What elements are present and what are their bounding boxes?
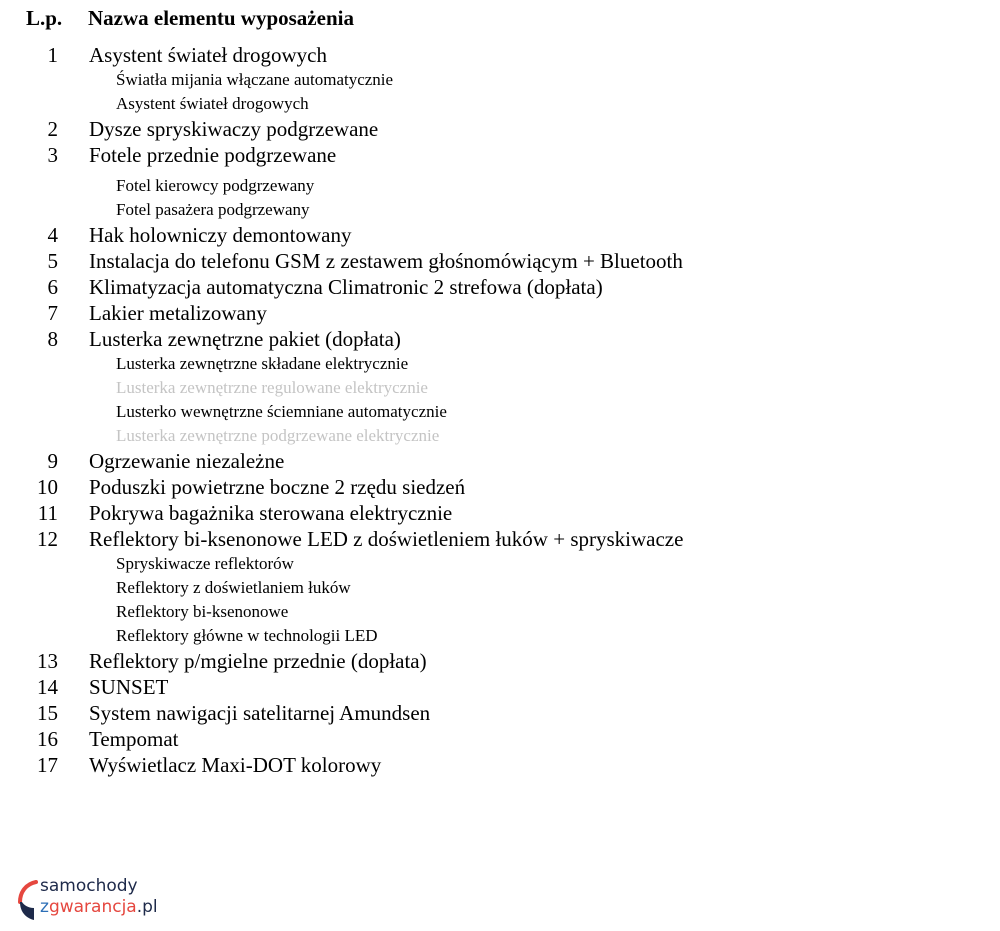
sub-item <box>0 92 1000 116</box>
item-number: 13 <box>37 649 58 673</box>
item-number: 7 <box>47 301 58 325</box>
list-item <box>0 648 1000 674</box>
list-item <box>0 526 1000 552</box>
item-name: Hak holowniczy demontowany <box>89 223 352 247</box>
item-number: 2 <box>47 117 58 141</box>
item-name: Ogrzewanie niezależne <box>89 449 285 473</box>
list-item <box>0 674 1000 700</box>
item-name: Dysze spryskiwaczy podgrzewane <box>89 117 379 141</box>
item-name: Klimatyzacja automatyczna Climatronic 2 strefowa (dopłata) <box>89 275 603 299</box>
item-number: 15 <box>37 701 58 725</box>
logo <box>18 876 188 922</box>
logo-pl: .pl <box>136 897 158 917</box>
list-item <box>0 42 1000 68</box>
item-name: Lusterka zewnętrzne pakiet (dopłata) <box>89 327 401 351</box>
header-lp: L.p. <box>26 6 63 30</box>
item-name: Tempomat <box>89 727 179 751</box>
sub-item <box>0 576 1000 600</box>
sub-item-text: Reflektory z doświetlaniem łuków <box>116 578 351 597</box>
sub-item <box>0 424 1000 448</box>
list-item <box>0 752 1000 778</box>
sub-item <box>0 376 1000 400</box>
item-name: System nawigacji satelitarnej Amundsen <box>89 701 431 725</box>
logo-line1: samochody <box>40 876 138 896</box>
list-item <box>0 116 1000 142</box>
item-number: 14 <box>37 675 58 699</box>
list-item <box>0 222 1000 248</box>
list-item <box>0 142 1000 168</box>
item-name: Fotele przednie podgrzewane <box>89 143 337 167</box>
list-item <box>0 300 1000 326</box>
item-number: 17 <box>37 753 58 777</box>
sub-item-text: Lusterko wewnętrzne ściemniane automatycznie <box>116 402 447 421</box>
sub-item <box>0 68 1000 92</box>
item-number: 16 <box>37 727 58 751</box>
item-number: 10 <box>37 475 58 499</box>
item-name: Reflektory p/mgielne przednie (dopłata) <box>89 649 427 673</box>
list-item <box>0 326 1000 352</box>
item-number: 9 <box>47 449 58 473</box>
sub-item-text: Lusterka zewnętrzne podgrzewane elektrycznie <box>116 426 440 445</box>
list-item <box>0 700 1000 726</box>
sub-item-text: Lusterka zewnętrzne regulowane elektrycznie <box>116 378 428 397</box>
list-item <box>0 500 1000 526</box>
sub-item <box>0 552 1000 576</box>
item-name: SUNSET <box>89 675 169 699</box>
item-name: Asystent świateł drogowych <box>89 43 327 67</box>
steering-wheel-icon <box>18 878 40 922</box>
item-number: 4 <box>47 223 58 247</box>
sub-item-text: Światła mijania włączane automatycznie <box>116 70 394 89</box>
sub-item-text: Fotel pasażera podgrzewany <box>116 200 310 219</box>
item-name: Reflektory bi-ksenonowe LED z doświetleniem łuków + spryskiwacze <box>89 527 684 551</box>
item-number: 11 <box>37 501 58 525</box>
equipment-list <box>0 42 1000 778</box>
item-number: 5 <box>47 249 58 273</box>
sub-item <box>0 600 1000 624</box>
sub-item <box>0 624 1000 648</box>
sub-item-text: Fotel kierowcy podgrzewany <box>116 176 315 195</box>
list-item <box>0 474 1000 500</box>
item-number: 8 <box>47 327 58 351</box>
item-number: 6 <box>47 275 58 299</box>
item-name: Wyświetlacz Maxi-DOT kolorowy <box>89 753 382 777</box>
item-number: 3 <box>47 143 58 167</box>
item-name: Pokrywa bagażnika sterowana elektrycznie <box>89 501 453 525</box>
logo-z: z <box>40 897 49 917</box>
sub-item-text: Reflektory główne w technologii LED <box>116 626 378 645</box>
sub-item-text: Reflektory bi-ksenonowe <box>116 602 289 621</box>
list-item <box>0 248 1000 274</box>
sub-item-text: Lusterka zewnętrzne składane elektrycznie <box>116 354 409 373</box>
list-item <box>0 274 1000 300</box>
item-name: Lakier metalizowany <box>89 301 267 325</box>
item-number: 12 <box>37 527 58 551</box>
item-number: 1 <box>47 43 58 67</box>
sub-item <box>0 352 1000 376</box>
item-name: Poduszki powietrzne boczne 2 rzędu siedzeń <box>89 475 466 499</box>
sub-item <box>0 174 1000 198</box>
list-item <box>0 448 1000 474</box>
item-name: Instalacja do telefonu GSM z zestawem głośnomówiącym + Bluetooth <box>89 249 683 273</box>
list-item <box>0 726 1000 752</box>
logo-gwarancja: gwarancja <box>48 897 137 917</box>
sub-item <box>0 198 1000 222</box>
sub-item-text: Asystent świateł drogowych <box>116 94 309 113</box>
sub-item <box>0 400 1000 424</box>
sub-item-text: Spryskiwacze reflektorów <box>116 554 294 573</box>
header-name: Nazwa elementu wyposażenia <box>88 6 354 30</box>
table-header <box>26 6 354 31</box>
logo-line2 <box>40 897 158 917</box>
